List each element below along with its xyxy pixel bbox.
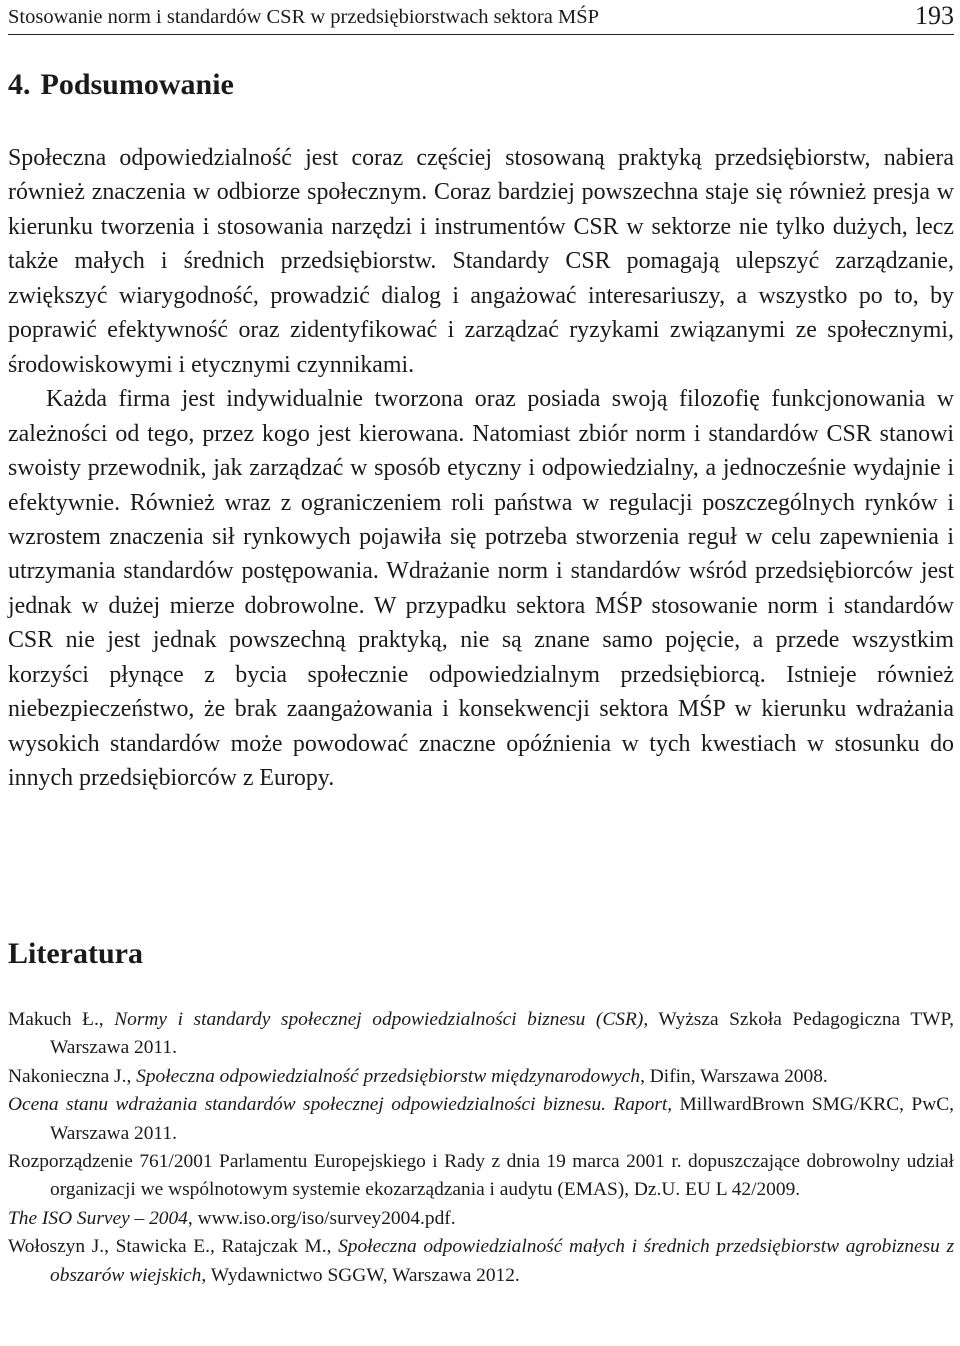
section-body [8,141,954,796]
section-number: 4. [8,68,31,101]
running-title: Stosowanie norm i standardów CSR w przedsiębiorstwach sektora MŚP [8,6,600,28]
section-title: Podsumowanie [40,68,234,101]
page-number: 193 [915,1,954,30]
reference-item: Nakonieczna J., Społeczna odpowiedzialność przedsiębiorstw międzynarodowych, Difin, Warszawa 2008. [8,1065,828,1087]
section-heading [8,68,234,102]
running-header [8,0,954,35]
reference-item: The ISO Survey – 2004, www.iso.org/iso/survey2004.pdf. [8,1207,456,1229]
body-paragraph: Każda firma jest indywidualnie tworzona oraz posiada swoją filozofię funkcjonowania w zależności od tego, przez kogo jest kierowana. Natomiast zbiór norm i standardów CSR stanowi swoisty przewodnik, jak zarządzać w sposób etyczny i odpowiedzialny, a jednocześnie wydajnie i efektywnie. Również wraz z ograniczeniem roli państwa w regulacji poszczególnych rynków i wzrostem znaczenia sił rynkowych pojawiła się potrzeba stworzenia reguł w celu zapewnienia i utrzymania standardów postępowania. Wdrażanie norm i standardów wśród przedsiębiorców jest jednak w dużej mierze dobrowolne. W przypadku sektora MŚP stosowanie norm i standardów CSR nie jest jednak powszechną praktyką, nie są znane samo pojęcie, a przede wszystkim korzyści płynące z bycia społecznie odpowiedzialnym przedsiębiorcą. Istnieje również niebezpieczeństwo, że brak zaangażowania i konsekwencji sektora MŚP w kierunku wdrażania wysokich standardów może powodować znaczne opóźnienia w tych kwestiach w stosunku do innych przedsiębiorców z Europy. [8,386,954,792]
body-paragraph: Społeczna odpowiedzialność jest coraz częściej stosowaną praktyką przedsiębiorstw, nabiera również znaczenia w odbiorze społecznym. Coraz bardziej powszechna staje się również presja w kierunku tworzenia i stosowania narzędzi i instrumentów CSR w sektorze nie tylko dużych, lecz także małych i średnich przedsiębiorstw. Standardy CSR pomagają ulepszyć zarządzanie, zwiększyć wiarygodność, prowadzić dialog i angażować interesariuszy, a wszystko po to, by poprawić efektywność oraz zidentyfikować i zarządzać ryzykami związanymi ze społecznymi, środowiskowymi i etycznymi czynnikami. [8,145,954,378]
reference-list [8,1006,954,1290]
reference-item: Makuch Ł., Normy i standardy społecznej odpowiedzialności biznesu (CSR), Wyższa Szkoła Pedagogiczna TWP, Warszawa 2011. [8,1009,954,1059]
literature-heading: Literatura [8,937,143,970]
reference-item: Wołoszyn J., Stawicka E., Ratajczak M., Społeczna odpowiedzialność małych i średnich przedsiębiorstw agrobiznesu z obszarów wiejskich, Wydawnictwo SGGW, Warszawa 2012. [8,1236,954,1286]
reference-item: Rozporządzenie 761/2001 Parlamentu Europejskiego i Rady z dnia 19 marca 2001 r. dopuszczające dobrowolny udział organizacji we wspólnotowym systemie ekozarządzania i audytu (EMAS), Dz.U. EU L 42/2009. [8,1151,954,1201]
reference-item: Ocena stanu wdrażania standardów społecznej odpowiedzialności biznesu. Raport, MillwardBrown SMG/KRC, PwC, Warszawa 2011. [8,1094,954,1144]
